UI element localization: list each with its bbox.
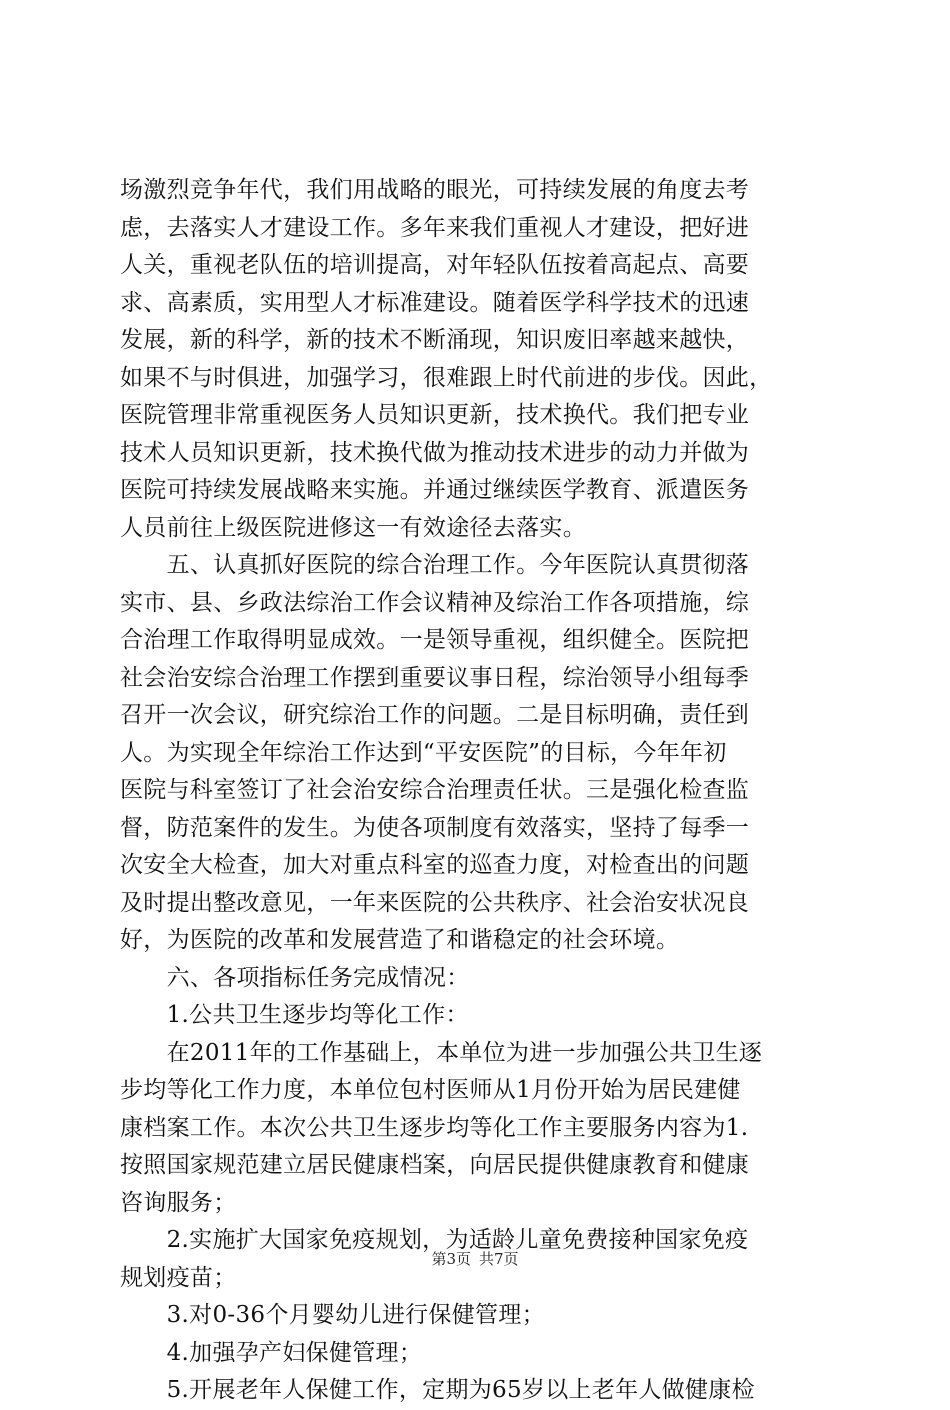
- text-line: 合治理工作取得明显成效。一是领导重视，组织健全。医院把: [120, 627, 750, 653]
- text-line: 医院可持续发展战略来实施。并通过继续医学教育、派遣医务: [120, 477, 750, 503]
- text-line: 技术人员知识更新，技术换代做为推动技术进步的动力并做为: [120, 439, 750, 466]
- page-footer: [0, 1248, 950, 1269]
- text-line: 五、认真抓好医院的综合治理工作。今年医院认真贯彻落: [120, 552, 750, 578]
- text-line: 发展，新的科学，新的技术不断涌现，知识废旧率越来越快，: [120, 327, 750, 353]
- text-line: 六、各项指标任务完成情况：: [120, 964, 470, 991]
- text-line: 咨询服务；: [120, 1189, 237, 1216]
- text-line: 医院与科室签订了社会治安综合治理责任状。三是强化检查监: [120, 777, 750, 803]
- text-line: 在2011年的工作基础上，本单位为进一步加强公共卫生逐: [120, 1039, 763, 1066]
- text-line: 按照国家规范建立居民健康档案，向居民提供健康教育和健康: [120, 1152, 750, 1178]
- text-line: 步均等化工作力度，本单位包村医师从1月份开始为居民建健: [120, 1077, 741, 1103]
- text-line: 召开一次会议，研究综治工作的问题。二是目标明确，责任到: [120, 702, 750, 728]
- text-line: 好，为医院的改革和发展营造了和谐稳定的社会环境。: [120, 927, 680, 953]
- body-text: [120, 172, 832, 1410]
- text-line: 如果不与时俱进，加强学习，很难跟上时代前进的步伐。因此，: [120, 364, 773, 391]
- text-line: 人。为实现全年综治工作达到“平安医院”的目标，今年年初: [120, 739, 727, 766]
- text-line: 2.实施扩大国家免疫规划，为适龄儿童免费接种国家免疫: [120, 1227, 749, 1253]
- text-line: 1.公共卫生逐步均等化工作：: [120, 1002, 469, 1028]
- text-line: 人关，重视老队伍的培训提高，对年轻队伍按着高起点、高要: [120, 252, 750, 278]
- text-line: 社会治安综合治理工作摆到重要议事日程，综治领导小组每季: [120, 664, 750, 691]
- text-line: 场激烈竞争年代，我们用战略的眼光，可持续发展的角度去考: [120, 177, 750, 203]
- text-line: 医院管理非常重视医务人员知识更新，技术换代。我们把专业: [120, 402, 750, 428]
- text-line: 3.对0-36个月婴幼儿进行保健管理；: [120, 1302, 545, 1328]
- text-line: 康档案工作。本次公共卫生逐步均等化工作主要服务内容为1.: [120, 1114, 749, 1141]
- text-line: 督，防范案件的发生。为使各项制度有效落实，坚持了每季一: [120, 814, 750, 841]
- text-line: 求、高素质，实用型人才标准建设。随着医学科学技术的迅速: [120, 289, 750, 316]
- text-line: 虑，去落实人才建设工作。多年来我们重视人才建设，把好进: [120, 214, 750, 241]
- text-line: 及时提出整改意见，一年来医院的公共秩序、社会治安状况良: [120, 889, 750, 916]
- text-line: 规划疫苗；: [120, 1264, 237, 1291]
- text-line: 次安全大检查，加大对重点科室的巡查力度，对检查出的问题: [120, 852, 750, 878]
- text-line: 人员前往上级医院进修这一有效途径去落实。: [120, 514, 586, 541]
- text-line: 4.加强孕产妇保健管理；: [120, 1339, 423, 1366]
- text-line: 实市、县、乡政法综治工作会议精神及综治工作各项措施，综: [120, 589, 750, 616]
- text-line: 5.开展老年人保健工作，定期为65岁以上老年人做健康检: [120, 1377, 755, 1403]
- page-number: 第3页: [431, 1250, 471, 1268]
- page-total: 共7页: [479, 1250, 519, 1268]
